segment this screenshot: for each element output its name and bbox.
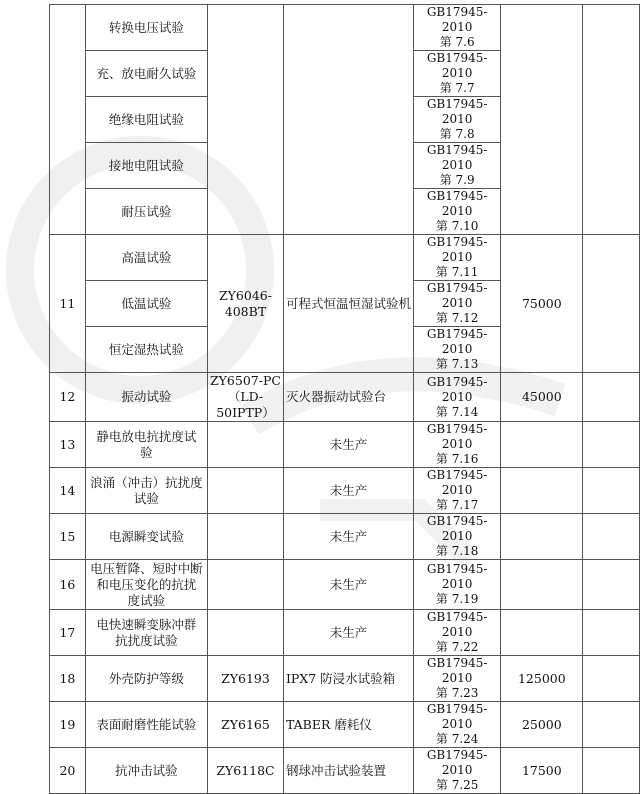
- test-item-text: 电源瞬变试验: [108, 528, 184, 544]
- table-row: [50, 560, 640, 610]
- standard-clause-text: GB17945-2010: [426, 327, 488, 356]
- model-number-text: ZY6193: [221, 670, 270, 686]
- device-name: [283, 5, 413, 235]
- test-item-text: 试验: [133, 490, 159, 506]
- row-number: [50, 748, 86, 794]
- price-text: 125000: [517, 670, 566, 686]
- standard-clause-text: GB17945-2010: [426, 51, 488, 80]
- table-row: [50, 373, 640, 422]
- row-number-text: 16: [59, 576, 76, 592]
- standard-clause-text: GB17945-2010: [426, 702, 488, 731]
- price: [501, 373, 583, 422]
- standard-clause-text: GB17945-2010: [426, 143, 488, 172]
- standard-clause: [413, 610, 500, 656]
- row-number: [50, 373, 86, 422]
- test-item-text: 浪涌（冲击）抗扰度: [90, 474, 203, 490]
- device-name: [283, 610, 413, 656]
- standard-clause-text: GB17945-2010: [426, 281, 488, 310]
- standard-clause-text: GB17945-2010: [426, 5, 488, 34]
- standard-clause-text: 第 7.14: [435, 404, 479, 419]
- test-item-text: 接地电阻试验: [108, 157, 184, 173]
- test-item: [85, 514, 207, 560]
- remark: [583, 468, 640, 514]
- row-number-text: 17: [59, 624, 76, 640]
- table-row: [50, 468, 640, 514]
- standard-clause-text: 第 7.8: [439, 127, 475, 141]
- test-item-text: 高温试验: [121, 249, 172, 265]
- standard-clause-text: 第 7.11: [435, 265, 479, 279]
- device-name-text: 未生产: [329, 436, 368, 452]
- standard-clause: [413, 514, 500, 560]
- price-text: 25000: [521, 716, 562, 732]
- device-name: [283, 702, 413, 748]
- test-item-text: 静电放电抗扰度试: [96, 428, 197, 444]
- standard-clause-text: 第 7.6: [439, 35, 475, 49]
- price-text: 45000: [521, 389, 562, 404]
- test-item: [85, 422, 207, 468]
- standard-clause-text: 第 7.18: [435, 544, 479, 558]
- device-name: [283, 514, 413, 560]
- standard-clause: [413, 189, 500, 235]
- test-item: [85, 51, 207, 97]
- standard-clause-text: 第 7.9: [439, 173, 475, 187]
- model-number: [207, 656, 283, 702]
- price: [501, 656, 583, 702]
- standard-clause: [413, 656, 500, 702]
- standard-clause: [413, 281, 500, 327]
- test-item: [85, 281, 207, 327]
- standard-clause-text: 第 7.16: [435, 452, 479, 466]
- model-number: [207, 610, 283, 656]
- model-number: [207, 373, 283, 422]
- test-item-text: 表面耐磨性能试验: [96, 716, 197, 732]
- standard-clause-text: 第 7.13: [435, 357, 479, 371]
- remark: [583, 235, 640, 373]
- standard-clause-text: GB17945-2010: [426, 748, 488, 777]
- model-number: [207, 748, 283, 794]
- test-item-text: 充、放电耐久试验: [96, 65, 197, 81]
- standard-clause-text: GB17945-2010: [426, 562, 488, 591]
- standard-clause-text: GB17945-2010: [426, 97, 488, 126]
- standard-clause-text: GB17945-2010: [426, 514, 488, 543]
- standard-clause-text: 第 7.22: [435, 640, 479, 654]
- test-item: [85, 748, 207, 794]
- test-item-text: 抗冲击试验: [115, 762, 178, 778]
- standard-clause-text: GB17945-2010: [426, 374, 488, 404]
- price: [501, 610, 583, 656]
- row-number: [50, 702, 86, 748]
- standard-clause-text: GB17945-2010: [426, 235, 488, 264]
- test-item: [85, 656, 207, 702]
- device-name-text: IPX7 防浸水试验箱: [285, 670, 396, 686]
- test-item: [85, 189, 207, 235]
- model-number: [207, 422, 283, 468]
- standard-clause-text: GB17945-2010: [426, 656, 488, 685]
- row-number-text: 13: [59, 436, 76, 452]
- standard-clause-text: GB17945-2010: [426, 610, 488, 639]
- standard-clause-text: 第 7.10: [435, 219, 479, 233]
- model-number-text: （LD-50IPTP）: [216, 389, 275, 420]
- model-number-text: ZY6507-PC: [210, 373, 281, 388]
- remark: [583, 748, 640, 794]
- device-name: [283, 468, 413, 514]
- price: [501, 748, 583, 794]
- standard-clause-text: 第 7.7: [439, 81, 475, 95]
- standard-clause-text: 第 7.17: [435, 498, 479, 512]
- device-name-text: 未生产: [329, 624, 368, 640]
- model-number-text: ZY6046-408BT: [218, 287, 272, 319]
- standard-clause: [413, 373, 500, 422]
- standard-clause: [413, 748, 500, 794]
- test-item-text: 转换电压试验: [108, 19, 184, 35]
- model-number: [207, 235, 283, 373]
- device-name: [283, 373, 413, 422]
- model-number: [207, 468, 283, 514]
- device-name-text: 未生产: [329, 482, 368, 498]
- device-name: [283, 235, 413, 373]
- test-item: [85, 702, 207, 748]
- row-number-text: 15: [59, 528, 76, 544]
- standard-clause: [413, 468, 500, 514]
- device-name: [283, 422, 413, 468]
- test-item: [85, 560, 207, 610]
- test-item-text: 验: [140, 444, 153, 460]
- standard-clause-text: 第 7.12: [435, 311, 479, 325]
- device-name-text: TABER 磨耗仪: [285, 716, 372, 732]
- price: [501, 560, 583, 610]
- price: [501, 468, 583, 514]
- test-item-text: 绝缘电阻试验: [108, 111, 184, 127]
- standard-clause: [413, 235, 500, 281]
- test-item: [85, 143, 207, 189]
- table-row: [50, 702, 640, 748]
- price-text: 75000: [521, 295, 562, 311]
- table-row: [50, 5, 640, 51]
- standard-clause: [413, 97, 500, 143]
- row-number-text: 19: [59, 716, 76, 732]
- test-item: [85, 373, 207, 422]
- device-name: [283, 560, 413, 610]
- row-number: [50, 610, 86, 656]
- standard-clause-text: 第 7.25: [435, 778, 479, 792]
- table-row: [50, 514, 640, 560]
- table-row: [50, 422, 640, 468]
- standard-clause-text: GB17945-2010: [426, 468, 488, 497]
- remark: [583, 373, 640, 422]
- remark: [583, 514, 640, 560]
- remark: [583, 5, 640, 235]
- table-row: [50, 235, 640, 281]
- standard-clause-text: 第 7.23: [435, 686, 479, 700]
- test-item-text: 度试验: [127, 592, 166, 608]
- standard-clause-text: 第 7.24: [435, 732, 479, 746]
- row-number: [50, 656, 86, 702]
- test-item-text: 电快速瞬变脉冲群: [96, 616, 197, 632]
- test-equipment-table: [49, 4, 640, 794]
- row-number: [50, 560, 86, 610]
- test-item: [85, 610, 207, 656]
- standard-clause: [413, 51, 500, 97]
- row-number-text: 12: [59, 389, 76, 404]
- price: [501, 514, 583, 560]
- test-item-text: 低温试验: [121, 295, 172, 311]
- price: [501, 5, 583, 235]
- standard-clause: [413, 143, 500, 189]
- test-item: [85, 5, 207, 51]
- remark: [583, 702, 640, 748]
- standard-clause-text: 第 7.19: [435, 592, 479, 606]
- test-item: [85, 468, 207, 514]
- test-item-text: 抗扰度试验: [115, 632, 178, 648]
- model-number-text: ZY6165: [221, 716, 270, 732]
- row-number: [50, 5, 86, 235]
- table-row: [50, 656, 640, 702]
- price-text: 17500: [521, 762, 562, 778]
- price: [501, 235, 583, 373]
- device-name-text: 可程式恒温恒湿试验机: [285, 295, 411, 311]
- device-name-text: 灭火器振动试验台: [285, 389, 386, 404]
- test-item-text: 耐压试验: [121, 203, 172, 219]
- test-item-text: 电压暂降、短时中断: [90, 560, 203, 576]
- model-number: [207, 560, 283, 610]
- standard-clause-text: GB17945-2010: [426, 189, 488, 218]
- row-number-text: 20: [59, 762, 76, 778]
- table-row: [50, 748, 640, 794]
- device-name-text: 未生产: [329, 576, 368, 592]
- model-number-text: ZY6118C: [216, 762, 275, 778]
- test-item-text: 振动试验: [121, 389, 172, 404]
- row-number-text: 18: [59, 670, 76, 686]
- test-item: [85, 235, 207, 281]
- device-name-text: 未生产: [329, 528, 368, 544]
- remark: [583, 422, 640, 468]
- test-item: [85, 327, 207, 373]
- test-item: [85, 97, 207, 143]
- remark: [583, 610, 640, 656]
- price: [501, 702, 583, 748]
- test-item-text: 和电压变化的抗扰: [96, 576, 197, 592]
- model-number: [207, 702, 283, 748]
- remark: [583, 656, 640, 702]
- table-row: [50, 610, 640, 656]
- standard-clause: [413, 327, 500, 373]
- device-name: [283, 656, 413, 702]
- standard-clause: [413, 422, 500, 468]
- device-name: [283, 748, 413, 794]
- row-number: [50, 514, 86, 560]
- test-item-text: 恒定湿热试验: [108, 341, 184, 357]
- price: [501, 422, 583, 468]
- row-number: [50, 422, 86, 468]
- device-name-text: 钢球冲击试验装置: [285, 762, 386, 778]
- model-number: [207, 514, 283, 560]
- row-number-text: 14: [59, 482, 76, 498]
- row-number: [50, 235, 86, 373]
- test-item-text: 外壳防护等级: [108, 670, 184, 686]
- row-number: [50, 468, 86, 514]
- standard-clause: [413, 702, 500, 748]
- row-number-text: 11: [59, 295, 76, 311]
- remark: [583, 560, 640, 610]
- model-number: [207, 5, 283, 235]
- standard-clause-text: GB17945-2010: [426, 422, 488, 451]
- standard-clause: [413, 560, 500, 610]
- standard-clause: [413, 5, 500, 51]
